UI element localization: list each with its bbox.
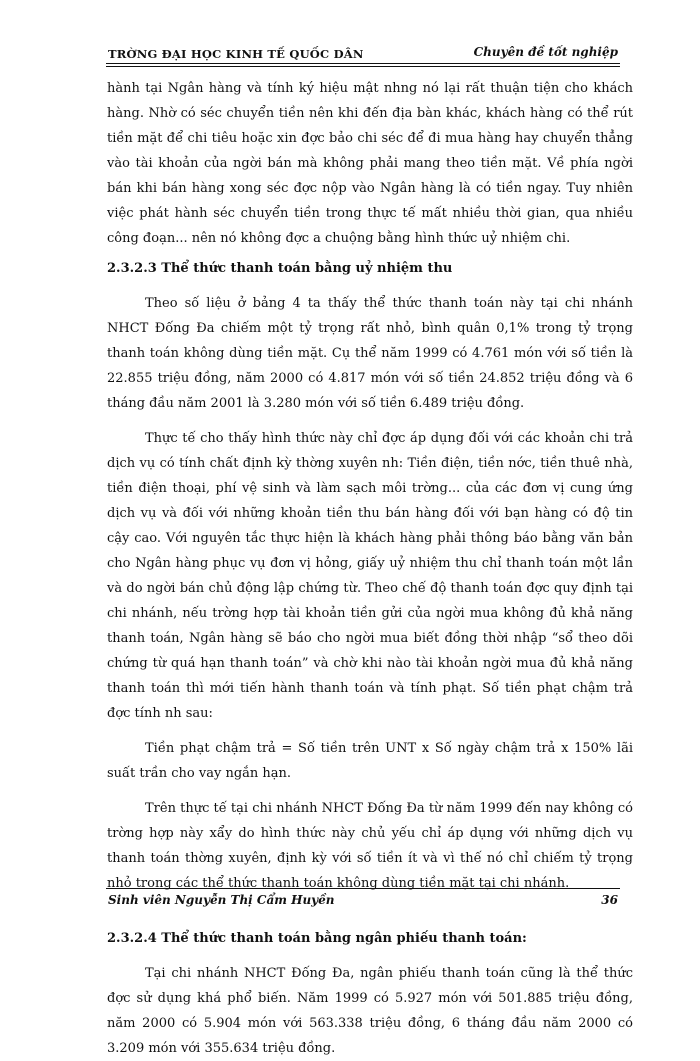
page-number: 36 xyxy=(601,893,618,907)
document-type: Chuyên đề tốt nghiệp xyxy=(473,45,618,59)
page-header xyxy=(106,44,620,66)
section-heading-2-3-2-3: 2.3.2.3 Thể thức thanh toán bằng uỷ nhiệm thu xyxy=(107,261,453,276)
page-footer xyxy=(106,888,620,907)
page-body xyxy=(107,76,633,1061)
paragraph-collection-stats: Theo số liệu ở bảng 4 ta thấy thể thức thanh toán này tại chi nhánh NHCT Đống Đa chiếm một tỷ trọng rất nhỏ, bình quân 0,1% trong tỷ trọng thanh toán không dùng tiền mặt. Cụ thể năm 1999 có 4.761 món với số tiền là 22.855 triệu đồng, năm 2000 có 4.817 món với số tiền 24.852 triệu đồng và 6 tháng đầu năm 2001 là 3.280 món với số tiền 6.489 triệu đồng. xyxy=(107,296,633,411)
paragraph-collection-summary: Trên thực tế tại chi nhánh NHCT Đống Đa từ năm 1999 đến nay không có trờng hợp này xẩy do hình thức này chủ yếu chỉ áp dụng với những dịch vụ thanh toán thờng xuyên, định kỳ với số tiền ít và vì thế nó chỉ chiếm tỷ trọng nhỏ trong các thể thức thanh toán không dùng tiền mặt tại chi nhánh. xyxy=(107,801,633,891)
student-name: Sinh viên Nguyễn Thị Cẩm Huyền xyxy=(108,893,335,907)
section-heading-2-3-2-4: 2.3.2.4 Thể thức thanh toán bằng ngân phiếu thanh toán: xyxy=(107,931,527,946)
paragraph-bank-notes: Tại chi nhánh NHCT Đống Đa, ngân phiếu thanh toán cũng là thể thức đợc sử dụng khá phổ biến. Năm 1999 có 5.927 món với 501.885 triệu đồng, năm 2000 có 5.904 món với 563.338 triệu đồng, 6 tháng đầu năm 2000 có 3.209 món với 355.634 triệu đồng. xyxy=(107,966,633,1056)
university-name: TRỜNG ĐẠI HỌC KINH TẾ QUỐC DÂN xyxy=(108,47,364,61)
paragraph-collection-practice: Thực tế cho thấy hình thức này chỉ đợc áp dụng đối với các khoản chi trả dịch vụ có tính chất định kỳ thờng xuyên nh: Tiền điện, tiền nớc, tiền thuê nhà, tiền điện thoại, phí vệ sinh và làm sạch môi trờng... của các đơn vị cung ứng dịch vụ và đối với những khoản tiền thu bán hàng đối với bạn hàng có độ tin cậy cao. Với nguyên tắc thực hiện là khách hàng phải thông báo bằng văn bản cho Ngân hàng phục vụ đơn vị hỏng, giấy uỷ nhiệm thu chỉ thanh toán một lần và do ngời bán chủ động lập chứng từ. Theo chế độ thanh toán đợc quy định tại chi nhánh, nếu trờng hợp tài khoản tiền gửi của ngời mua không đủ khả năng thanh toán, Ngân hàng sẽ báo cho ngời mua biết đồng thời nhập “sổ theo dõi chứng từ quá hạn thanh toán” và chờ khi nào tài khoản ngời mua đủ khả năng thanh toán thì mới tiến hành thanh toán và tính phạt. Số tiền phạt chậm trả đợc tính nh sau: xyxy=(107,431,633,721)
late-payment-formula: Tiền phạt chậm trả = Số tiền trên UNT x Số ngày chậm trả x 150% lãi suất trần cho vay ngắn hạn. xyxy=(107,741,633,781)
header-rule-thick xyxy=(106,63,620,64)
paragraph-cheque-transfer: hành tại Ngân hàng và tính ký hiệu mật nhng nó lại rất thuận tiện cho khách hàng. Nhờ có séc chuyển tiền nên khi đến địa bàn khác, khách hàng có thể rút tiền mặt để chi tiêu hoặc xin đợc bảo chi séc để đi mua hàng hay chuyển thẳng vào tài khoản của ngời bán mà không phải mang theo tiền mặt. Về phía ngời bán khi bán hàng xong séc đợc nộp vào Ngân hàng là có tiền ngay. Tuy nhiên việc phát hành séc chuyển tiền trong thực tế mất nhiều thời gian, qua nhiều công đoạn... nên nó không đợc a chuộng bằng hình thức uỷ nhiệm chi. xyxy=(107,81,633,246)
header-rule-thin xyxy=(106,66,620,67)
footer-rule xyxy=(106,888,620,889)
